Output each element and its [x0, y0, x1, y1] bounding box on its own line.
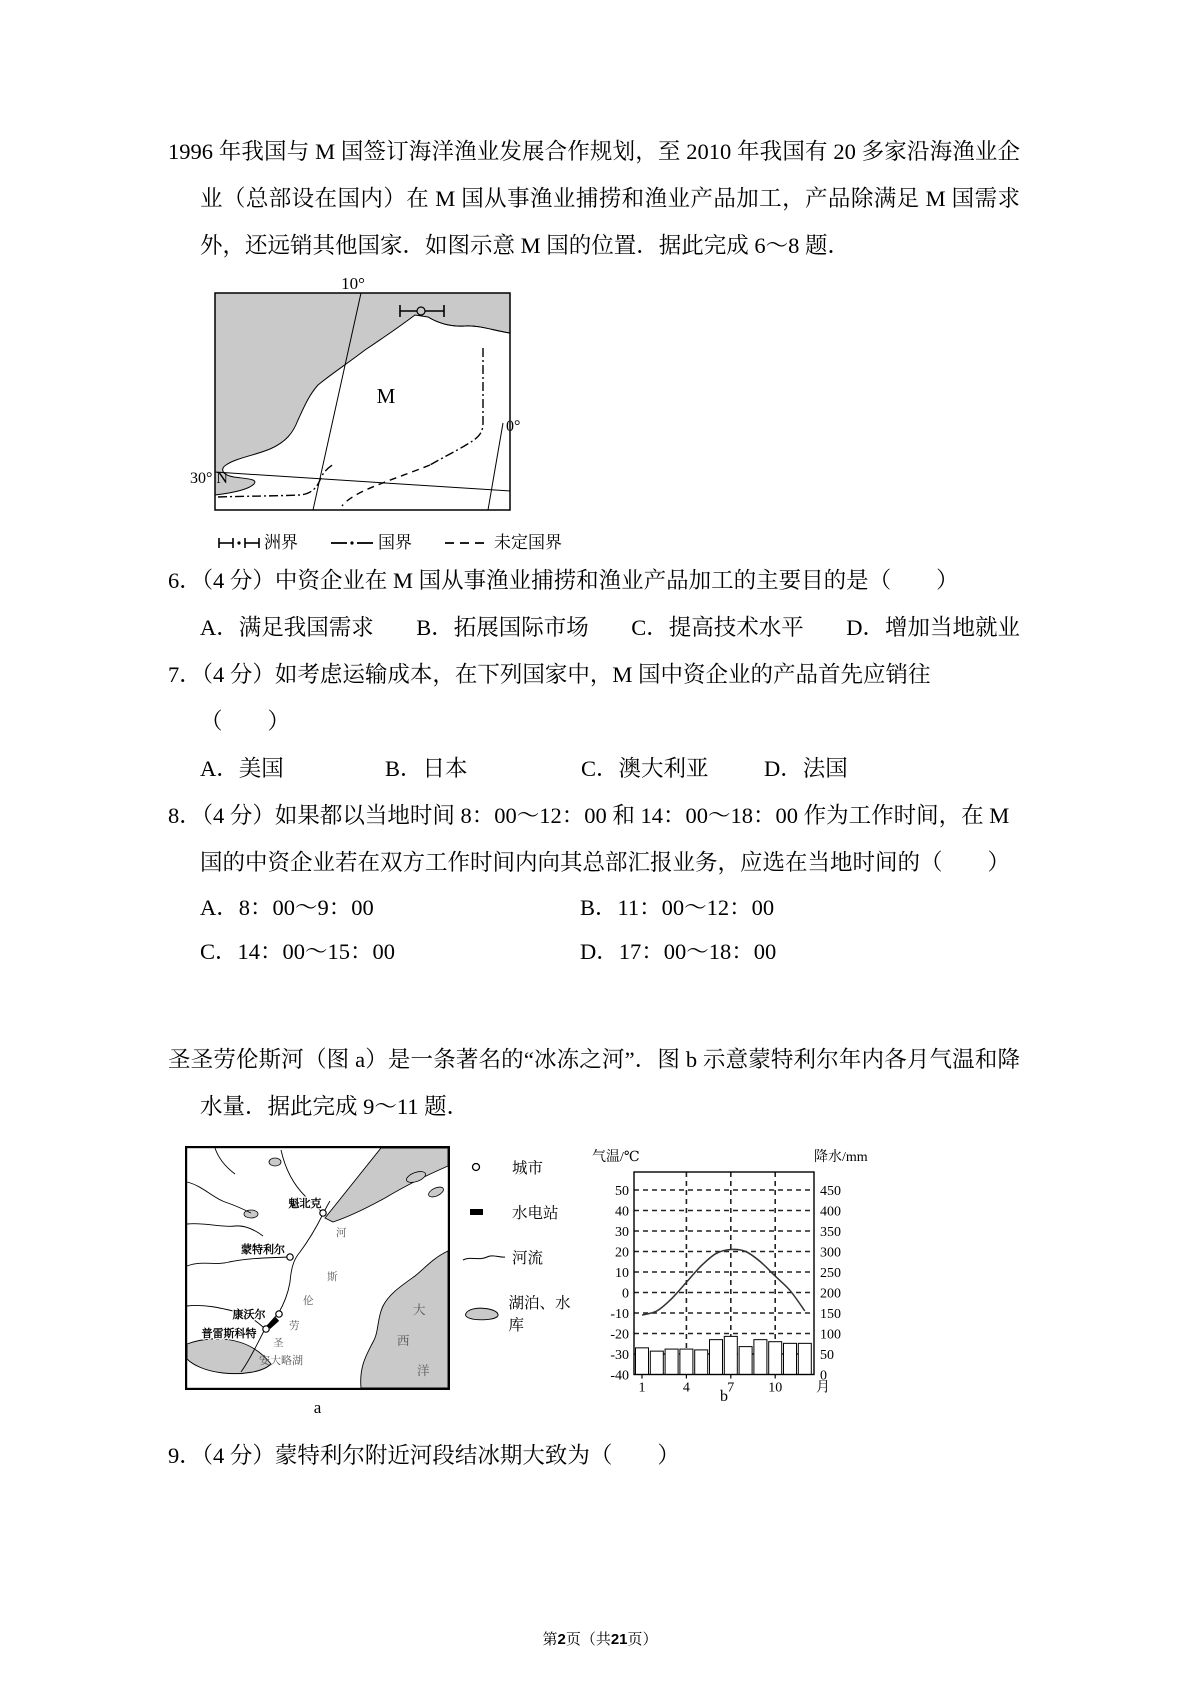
option-b — [385, 745, 581, 792]
option-c — [631, 604, 804, 651]
climate-chart-figure — [588, 1146, 888, 1408]
prescott-marker — [263, 1326, 269, 1332]
small-lake — [269, 1158, 281, 1166]
question-number: 6． — [168, 568, 202, 593]
lake-ontario-label: 安大略湖 — [259, 1355, 303, 1367]
option-text: 满足我国需求 — [238, 615, 374, 640]
legend-item-city — [462, 1156, 580, 1178]
option-key: B． — [416, 615, 454, 640]
question-6 — [168, 557, 1020, 604]
longitude-0-label: 0° — [506, 418, 521, 435]
option-text: 17：00～18：00 — [618, 939, 777, 964]
svg-text:20: 20 — [615, 1245, 629, 1261]
legend-item-hydropower — [462, 1201, 580, 1223]
legend-label: 城市 — [512, 1160, 544, 1177]
map-m-legend — [218, 531, 1020, 555]
option-key: C． — [581, 756, 619, 781]
longitude-10-label: 10° — [341, 275, 365, 293]
continent-boundary-icon — [218, 536, 260, 550]
svg-text:气温/℃: 气温/℃ — [592, 1150, 640, 1165]
question-9 — [168, 1432, 1020, 1479]
svg-text:40: 40 — [615, 1204, 629, 1220]
option-key: C． — [631, 615, 669, 640]
option-text: 法国 — [802, 756, 848, 781]
option-c — [581, 745, 764, 792]
undetermined-boundary-icon — [444, 536, 490, 550]
svg-text:250: 250 — [820, 1266, 841, 1281]
svg-text:1: 1 — [638, 1380, 646, 1396]
national-boundary-icon — [330, 536, 374, 550]
svg-text:降水/mm: 降水/mm — [814, 1150, 868, 1165]
river-char: 斯 — [327, 1272, 338, 1283]
svg-text:0: 0 — [820, 1368, 827, 1384]
option-text: 拓展国际市场 — [453, 615, 589, 640]
question-8-options — [200, 886, 1020, 974]
option-text: 提高技术水平 — [668, 615, 804, 640]
question-8 — [168, 792, 1020, 886]
svg-text:月: 月 — [816, 1380, 830, 1396]
hydropower-icon — [462, 1203, 506, 1221]
legend-item-river — [462, 1246, 580, 1268]
option-text: 11：00～12：00 — [617, 895, 775, 920]
option-key: D． — [764, 756, 803, 781]
question-7 — [168, 651, 1020, 745]
river-char: 圣 — [273, 1338, 284, 1349]
question-stem: （4 分）蒙特利尔附近河段结冰期大致为（ ） — [201, 1443, 680, 1468]
option-b — [416, 604, 589, 651]
parallel-30n — [215, 472, 510, 491]
svg-text:400: 400 — [820, 1204, 841, 1220]
svg-text:-40: -40 — [610, 1368, 629, 1384]
map-figure-a — [185, 1146, 450, 1418]
option-key: A． — [200, 615, 239, 640]
page-number: 2 — [557, 1631, 566, 1648]
question-stem: （4 分）中资企业在 M 国从事渔业捕捞和渔业产品加工的主要目的是（ ） — [201, 568, 959, 593]
option-text: 澳大利亚 — [618, 756, 709, 781]
ocean-char: 大 — [413, 1303, 426, 1317]
svg-text:300: 300 — [820, 1245, 841, 1261]
svg-text:b: b — [720, 1388, 728, 1402]
prescott-label: 普雷斯科特 — [201, 1328, 257, 1340]
svg-text:-30: -30 — [610, 1348, 629, 1363]
option-a — [200, 886, 580, 930]
page-footer — [542, 1628, 657, 1649]
option-text: 日本 — [422, 756, 468, 781]
cornwall-label: 康沃尔 — [232, 1309, 266, 1321]
option-c — [200, 930, 580, 974]
svg-text:350: 350 — [820, 1225, 841, 1240]
undetermined-boundary-line — [342, 465, 430, 506]
national-boundary-line — [430, 348, 483, 465]
question-6-options — [200, 604, 1020, 651]
map-figure-m — [190, 275, 1020, 555]
total-pages: 21 — [610, 1631, 628, 1648]
legend-label: 未定国界 — [494, 533, 562, 552]
option-key: A． — [200, 756, 239, 781]
question-stem: （4 分）如果都以当地时间 8：00～12：00 和 14：00～18：00 作为工作时间，在 M 国的中资企业若在双方工作时间内向其总部汇报业务，应选在当地时间的（ ） — [200, 803, 1011, 875]
montreal-climate-chart — [588, 1146, 888, 1402]
svg-text:50: 50 — [820, 1348, 834, 1363]
option-text: 14：00～15：00 — [237, 939, 396, 964]
svg-text:50: 50 — [615, 1184, 629, 1199]
option-d — [764, 745, 848, 792]
figure-row — [185, 1146, 1020, 1418]
river-char: 伦 — [303, 1296, 314, 1307]
river-char: 劳 — [289, 1321, 300, 1332]
question-number: 9． — [168, 1443, 202, 1468]
option-a — [200, 745, 385, 792]
svg-text:0: 0 — [622, 1286, 629, 1302]
intro-paragraph-lawrence: 圣圣劳伦斯河（图 a）是一条著名的“冰冻之河”．图 b 示意蒙特利尔年内各月气温和降水量．据此完成 9～11 题． — [168, 1047, 1020, 1119]
st-lawrence-map — [185, 1146, 450, 1390]
figure-a-caption: a — [313, 1398, 322, 1417]
question-number: 8． — [168, 803, 202, 828]
svg-text:-20: -20 — [610, 1327, 629, 1343]
svg-text:10: 10 — [768, 1380, 783, 1396]
montreal-label: 蒙特利尔 — [241, 1244, 285, 1256]
city-icon — [462, 1158, 506, 1176]
svg-text:200: 200 — [820, 1286, 841, 1302]
svg-text:7: 7 — [727, 1380, 735, 1396]
option-b — [580, 886, 960, 930]
svg-text:450: 450 — [820, 1184, 841, 1199]
option-text: 美国 — [238, 756, 284, 781]
option-key: A． — [200, 895, 239, 920]
river-icon — [462, 1248, 506, 1266]
country-m-map — [190, 275, 535, 515]
option-key: D． — [846, 615, 885, 640]
latitude-30n-label: 30° N — [190, 470, 228, 487]
intro-paragraph-m: 1996 年我国与 M 国签订海洋渔业发展合作规划，至 2010 年我国有 20 多家沿海渔业企业（总部设在国内）在 M 国从事渔业捕捞和渔业产品加工，产品除满足 M 国需求外，还远销其他国家．如图示意 M 国的位置．据此完成 6～8 题． — [168, 139, 1020, 258]
question-number: 7． — [168, 662, 202, 687]
sea-and-foreign-land — [215, 293, 510, 495]
footer-text: 第 — [542, 1632, 558, 1648]
quebec-marker — [320, 1210, 326, 1216]
legend-item-national-boundary — [330, 531, 412, 555]
river-char: 河 — [336, 1228, 347, 1239]
option-text: 增加当地就业 — [884, 615, 1020, 640]
option-d — [580, 930, 960, 974]
option-text: 8：00～9：00 — [238, 895, 374, 920]
legend-label: 洲界 — [264, 533, 298, 552]
svg-text:10: 10 — [615, 1266, 629, 1281]
legend-label: 国界 — [378, 533, 412, 552]
country-m-label: M — [376, 384, 396, 408]
question-7-options — [200, 745, 1020, 792]
svg-text:4: 4 — [682, 1380, 690, 1396]
quebec-label: 魁北克 — [288, 1198, 322, 1210]
option-key: C． — [200, 939, 238, 964]
legend-label: 水电站 — [512, 1205, 559, 1222]
footer-text: 页） — [627, 1632, 658, 1648]
svg-text:30: 30 — [615, 1225, 629, 1240]
legend-item-undetermined-boundary — [444, 531, 562, 555]
legend-label: 湖泊、水库 — [508, 1295, 571, 1334]
ocean-char: 西 — [397, 1334, 410, 1348]
legend-label: 河流 — [512, 1250, 544, 1267]
option-key: B． — [385, 756, 423, 781]
option-key: B． — [580, 895, 618, 920]
legend-item-continent-boundary — [218, 531, 298, 555]
svg-text:-10: -10 — [610, 1307, 629, 1322]
question-stem: （4 分）如考虑运输成本，在下列国家中，M 国中资企业的产品首先应销往 — [201, 662, 931, 687]
footer-text: 页（共 — [565, 1632, 611, 1648]
question-stem-continued: （ ） — [200, 709, 291, 734]
cornwall-marker — [276, 1311, 282, 1317]
lake-reservoir-icon — [462, 1304, 503, 1322]
legend-item-lake — [462, 1291, 580, 1335]
montreal-marker — [287, 1254, 293, 1260]
ocean-char: 洋 — [417, 1364, 430, 1378]
small-lake — [244, 1210, 258, 1218]
map-a-legend — [462, 1156, 580, 1358]
meridian-0 — [488, 423, 503, 510]
option-a — [200, 604, 374, 651]
option-key: D． — [580, 939, 619, 964]
svg-text:100: 100 — [820, 1327, 841, 1343]
option-d — [846, 604, 1020, 651]
svg-text:150: 150 — [820, 1307, 841, 1322]
